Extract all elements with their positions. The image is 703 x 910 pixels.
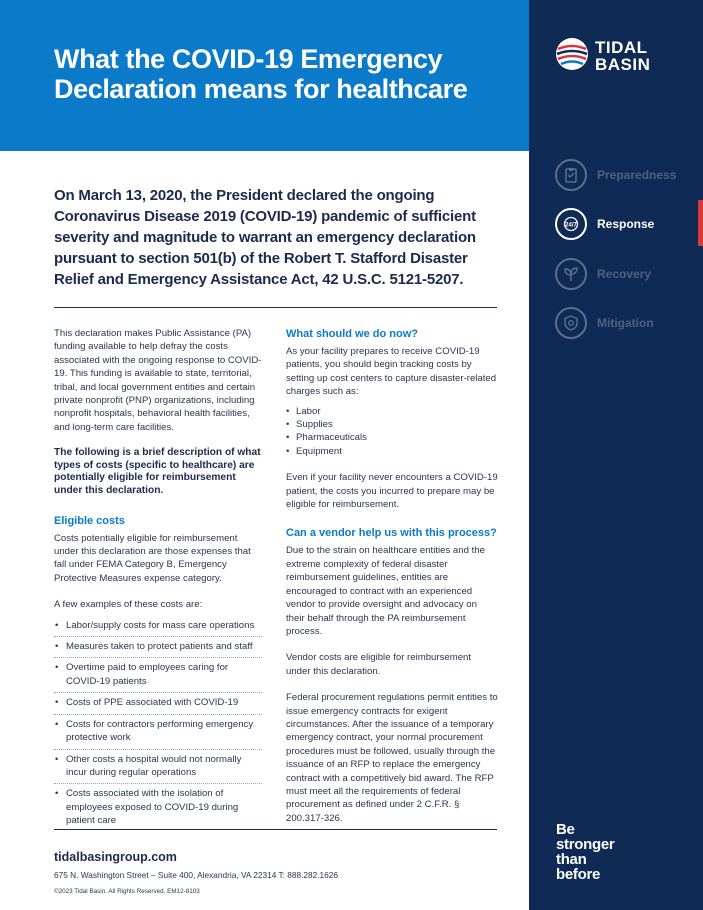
eligible-costs-heading: Eligible costs [54, 514, 125, 527]
eligible-costs-list [54, 616, 262, 832]
phase-recovery[interactable] [555, 258, 703, 294]
shield-gear-icon [555, 307, 587, 339]
phase-label: Recovery [597, 267, 652, 281]
left-column [54, 327, 262, 832]
copyright: ©2023 Tidal Basin. All Rights Reserved. EM12-8103 [54, 888, 200, 895]
phase-label: Preparedness [597, 168, 677, 182]
brand-logo[interactable] [555, 37, 685, 77]
tagline-line: Be [556, 821, 575, 838]
right-paragraph-1: As your facility prepares to receive COVID-19 patients, you should begin tracking costs by setting up cost centers to capture disaster-related charges such as: [286, 346, 497, 398]
left-paragraph-1: This declaration makes Public Assistance (PA) funding available to help defray the costs associated with the ongoing response to COVID-19. This funding is available to state, territorial, tribal, and local government entities and certain private nonprofit (PNP) organizations, including nonprofit hospitals, behavioral health facilities, and long-term care facilities. [54, 328, 262, 433]
clipboard-icon [555, 159, 587, 191]
vendor-heading: Can a vendor help us with this process? [286, 527, 497, 540]
eligibility-summary: The following is a brief description of what types of costs (specific to healthcare) are potentially eligible for reimbursement under this declaration. [54, 447, 261, 497]
sidebar [529, 0, 703, 910]
divider-bottom [54, 829, 497, 830]
list-item: • Measures taken to protect patients and staff [54, 637, 262, 658]
list-item: • Costs associated with the isolation of employees exposed to COVID-19 during patient care [54, 784, 262, 831]
right-paragraph-3: Due to the strain on healthcare entities and the extreme complexity of federal disaster reimbursement guidelines, entities are encouraged to contract with an experienced vendor to provide oversight and advocacy on their behalf through the PA reimbursement process. [286, 545, 485, 637]
cost-centers-list [286, 405, 498, 459]
phase-mitigation[interactable] [555, 307, 703, 343]
tagline-line: than [556, 851, 587, 868]
list-item: • Supplies [286, 418, 498, 431]
brand-wordmark [595, 39, 650, 73]
brand-line-1: TIDAL [595, 38, 648, 57]
svg-text:24/7: 24/7 [565, 222, 577, 229]
page-title [54, 44, 514, 104]
tidal-basin-globe-logo-icon [555, 37, 589, 71]
list-item: • Costs for contractors performing emergency protective work [54, 715, 262, 750]
what-to-do-heading: What should we do now? [286, 328, 418, 340]
list-item: • Pharmaceuticals [286, 431, 498, 444]
title-line-1: What the COVID-19 Emergency [54, 44, 443, 74]
list-item: • Overtime paid to employees caring for COVID-19 patients [54, 658, 262, 693]
phase-label: Response [597, 217, 655, 231]
website-link[interactable]: tidalbasingroup.com [54, 850, 177, 864]
header-banner [0, 0, 529, 151]
phase-preparedness[interactable] [555, 159, 703, 195]
right-paragraph-2: Even if your facility never encounters a COVID-19 patient, the costs you incurred to prepare may be eligible for reimbursement. [286, 472, 498, 511]
tagline [556, 822, 614, 882]
list-item: • Other costs a hospital would not normally incur during regular operations [54, 750, 262, 785]
brand-line-2: BASIN [595, 55, 651, 74]
title-line-2: Declaration means for healthcare [54, 74, 468, 104]
active-phase-indicator [698, 200, 703, 246]
tagline-line: stronger [556, 836, 615, 853]
right-paragraph-4: Vendor costs are eligible for reimbursement under this declaration. [286, 652, 472, 677]
24-7-clock-icon [555, 208, 587, 240]
phase-label: Mitigation [597, 316, 654, 330]
list-item: • Costs of PPE associated with COVID-19 [54, 693, 262, 714]
list-item: • Labor/supply costs for mass care operations [54, 616, 262, 637]
intro-paragraph: On March 13, 2020, the President declared the ongoing Coronavirus Disease 2019 (COVID-19) pandemic of sufficient severity and magnitude to warrant an emergency declaration pursuant to section 501(b) of the Robert T. Stafford Disaster Relief and Emergency Assistance Act, 42 U.S.C. 5121-5207. [54, 187, 476, 288]
left-paragraph-2: Costs potentially eligible for reimbursement under this declaration are those expenses that fall under FEMA Category B, Emergency Protective Measures expense category. [54, 532, 251, 584]
left-paragraph-3: A few examples of these costs are: [54, 599, 203, 611]
sprout-icon [555, 258, 587, 290]
phase-response[interactable] [555, 208, 703, 244]
right-column [286, 327, 498, 838]
list-item: • Equipment [286, 445, 498, 458]
address: 675 N. Washington Street – Suite 400, Alexandria, VA 22314 T: 888.282.1626 [54, 870, 338, 880]
list-item: • Labor [286, 405, 498, 418]
right-paragraph-5: Federal procurement regulations permit entities to issue emergency contracts for exigent circumstances. After the issuance of a temporary emergency contract, your normal procurement procedures must be followed, usually through the issuance of an RFP to replace the emergency contract with a competitively bid award. The RFP must meet all the requirements of federal procurement as defined under 2 C.F.R. § 200.317-326. [286, 692, 498, 824]
tagline-line: before [556, 866, 601, 883]
footer [54, 850, 338, 895]
divider-top [54, 307, 497, 308]
